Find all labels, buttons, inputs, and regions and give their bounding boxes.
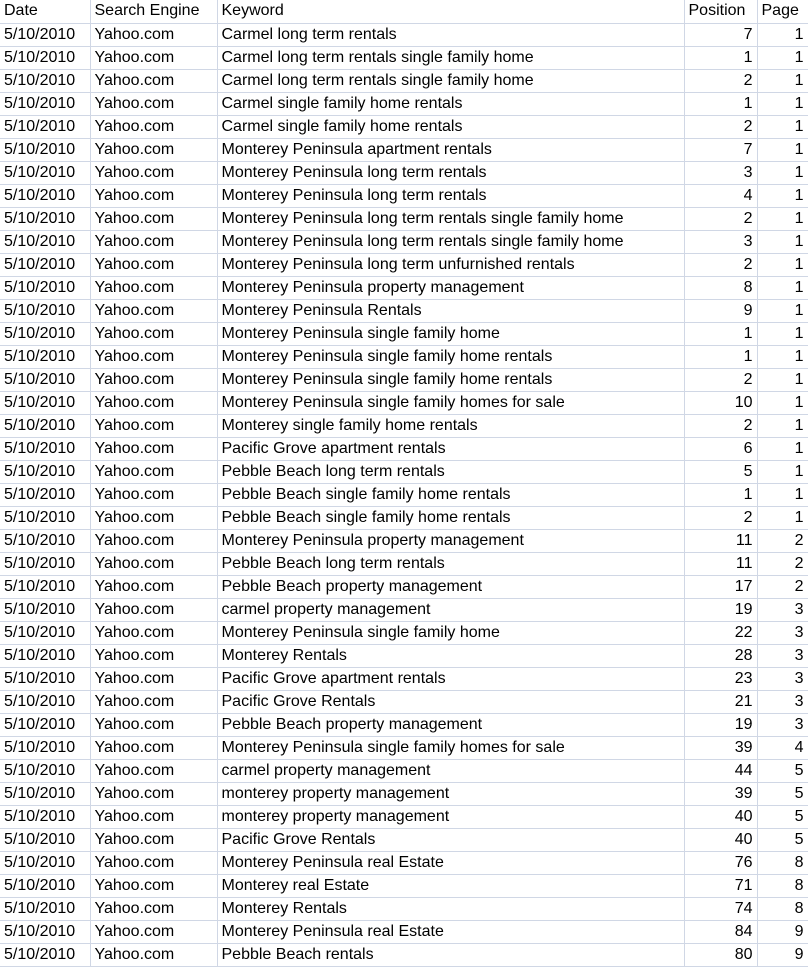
cell-search-engine[interactable]: Yahoo.com bbox=[90, 483, 217, 506]
table-row bbox=[0, 713, 808, 736]
cell-page[interactable]: 1 bbox=[757, 483, 808, 506]
cell-search-engine[interactable]: Yahoo.com bbox=[90, 897, 217, 920]
cell-date[interactable]: 5/10/2010 bbox=[0, 529, 90, 552]
cell-page[interactable]: 1 bbox=[757, 46, 808, 69]
table-row bbox=[0, 828, 808, 851]
cell-date[interactable]: 5/10/2010 bbox=[0, 483, 90, 506]
cell-date[interactable]: 5/10/2010 bbox=[0, 184, 90, 207]
cell-keyword[interactable]: Pacific Grove Rentals bbox=[217, 828, 684, 851]
cell-page[interactable]: 1 bbox=[757, 460, 808, 483]
cell-keyword[interactable]: Pacific Grove apartment rentals bbox=[217, 667, 684, 690]
cell-page[interactable]: 2 bbox=[757, 529, 808, 552]
cell-position[interactable]: 19 bbox=[684, 713, 757, 736]
cell-date[interactable]: 5/10/2010 bbox=[0, 207, 90, 230]
table-row bbox=[0, 897, 808, 920]
cell-keyword[interactable]: Monterey Peninsula real Estate bbox=[217, 920, 684, 943]
cell-position[interactable]: 44 bbox=[684, 759, 757, 782]
cell-date[interactable]: 5/10/2010 bbox=[0, 138, 90, 161]
cell-keyword[interactable]: Pebble Beach single family home rentals bbox=[217, 483, 684, 506]
table-row bbox=[0, 138, 808, 161]
table-row bbox=[0, 621, 808, 644]
cell-position[interactable]: 10 bbox=[684, 391, 757, 414]
cell-page[interactable]: 5 bbox=[757, 805, 808, 828]
table-row bbox=[0, 23, 808, 46]
table-row bbox=[0, 851, 808, 874]
cell-keyword[interactable]: Monterey Peninsula single family home rentals bbox=[217, 345, 684, 368]
table-row bbox=[0, 184, 808, 207]
cell-keyword[interactable]: carmel property management bbox=[217, 759, 684, 782]
cell-keyword[interactable]: Monterey Peninsula real Estate bbox=[217, 851, 684, 874]
cell-position[interactable]: 11 bbox=[684, 529, 757, 552]
cell-date[interactable]: 5/10/2010 bbox=[0, 115, 90, 138]
cell-date[interactable]: 5/10/2010 bbox=[0, 414, 90, 437]
cell-keyword[interactable]: Pebble Beach property management bbox=[217, 713, 684, 736]
cell-date[interactable]: 5/10/2010 bbox=[0, 322, 90, 345]
cell-page[interactable]: 5 bbox=[757, 828, 808, 851]
cell-search-engine[interactable]: Yahoo.com bbox=[90, 115, 217, 138]
cell-page[interactable]: 1 bbox=[757, 276, 808, 299]
cell-position[interactable]: 22 bbox=[684, 621, 757, 644]
cell-date[interactable]: 5/10/2010 bbox=[0, 920, 90, 943]
table-row bbox=[0, 92, 808, 115]
cell-keyword[interactable]: monterey property management bbox=[217, 805, 684, 828]
cell-date[interactable]: 5/10/2010 bbox=[0, 69, 90, 92]
cell-page[interactable]: 1 bbox=[757, 253, 808, 276]
cell-position[interactable]: 2 bbox=[684, 253, 757, 276]
cell-page[interactable]: 1 bbox=[757, 23, 808, 46]
table-body bbox=[0, 23, 808, 966]
table-row bbox=[0, 230, 808, 253]
cell-position[interactable]: 84 bbox=[684, 920, 757, 943]
cell-keyword[interactable]: Monterey Peninsula Rentals bbox=[217, 299, 684, 322]
cell-page[interactable]: 5 bbox=[757, 759, 808, 782]
cell-keyword[interactable]: Monterey single family home rentals bbox=[217, 414, 684, 437]
cell-search-engine[interactable]: Yahoo.com bbox=[90, 414, 217, 437]
cell-page[interactable]: 3 bbox=[757, 713, 808, 736]
table-row bbox=[0, 782, 808, 805]
cell-date[interactable]: 5/10/2010 bbox=[0, 782, 90, 805]
header-row bbox=[0, 0, 808, 23]
cell-keyword[interactable]: Monterey Peninsula long term rentals single family home bbox=[217, 230, 684, 253]
cell-position[interactable]: 39 bbox=[684, 782, 757, 805]
cell-keyword[interactable]: Monterey Peninsula long term unfurnished rentals bbox=[217, 253, 684, 276]
cell-position[interactable]: 74 bbox=[684, 897, 757, 920]
cell-keyword[interactable]: Pebble Beach single family home rentals bbox=[217, 506, 684, 529]
cell-search-engine[interactable]: Yahoo.com bbox=[90, 322, 217, 345]
cell-position[interactable]: 1 bbox=[684, 46, 757, 69]
cell-keyword[interactable]: Monterey Peninsula single family home bbox=[217, 322, 684, 345]
cell-keyword[interactable]: Pacific Grove Rentals bbox=[217, 690, 684, 713]
cell-search-engine[interactable]: Yahoo.com bbox=[90, 667, 217, 690]
cell-position[interactable]: 11 bbox=[684, 552, 757, 575]
cell-keyword[interactable]: Pacific Grove apartment rentals bbox=[217, 437, 684, 460]
cell-date[interactable]: 5/10/2010 bbox=[0, 276, 90, 299]
cell-keyword[interactable]: Monterey Peninsula property management bbox=[217, 529, 684, 552]
cell-date[interactable]: 5/10/2010 bbox=[0, 805, 90, 828]
cell-page[interactable]: 5 bbox=[757, 782, 808, 805]
table-row bbox=[0, 644, 808, 667]
cell-page[interactable]: 1 bbox=[757, 368, 808, 391]
cell-page[interactable]: 1 bbox=[757, 299, 808, 322]
cell-page[interactable]: 1 bbox=[757, 414, 808, 437]
cell-page[interactable]: 1 bbox=[757, 138, 808, 161]
table-row bbox=[0, 920, 808, 943]
cell-keyword[interactable]: Pebble Beach rentals bbox=[217, 943, 684, 966]
cell-keyword[interactable]: Monterey Peninsula apartment rentals bbox=[217, 138, 684, 161]
cell-date[interactable]: 5/10/2010 bbox=[0, 598, 90, 621]
cell-date[interactable]: 5/10/2010 bbox=[0, 828, 90, 851]
cell-page[interactable]: 1 bbox=[757, 345, 808, 368]
cell-keyword[interactable]: Monterey Rentals bbox=[217, 897, 684, 920]
cell-position[interactable]: 2 bbox=[684, 368, 757, 391]
cell-search-engine[interactable]: Yahoo.com bbox=[90, 805, 217, 828]
cell-date[interactable]: 5/10/2010 bbox=[0, 690, 90, 713]
cell-keyword[interactable]: Carmel long term rentals single family home bbox=[217, 46, 684, 69]
cell-date[interactable]: 5/10/2010 bbox=[0, 759, 90, 782]
cell-date[interactable]: 5/10/2010 bbox=[0, 621, 90, 644]
cell-search-engine[interactable]: Yahoo.com bbox=[90, 437, 217, 460]
table-row bbox=[0, 207, 808, 230]
table-row bbox=[0, 253, 808, 276]
cell-date[interactable]: 5/10/2010 bbox=[0, 851, 90, 874]
cell-position[interactable]: 2 bbox=[684, 506, 757, 529]
cell-search-engine[interactable]: Yahoo.com bbox=[90, 207, 217, 230]
cell-search-engine[interactable]: Yahoo.com bbox=[90, 23, 217, 46]
table-row bbox=[0, 46, 808, 69]
header-page[interactable]: Page bbox=[757, 0, 808, 23]
cell-date[interactable]: 5/10/2010 bbox=[0, 713, 90, 736]
table-row bbox=[0, 460, 808, 483]
cell-keyword[interactable]: Monterey Peninsula single family home bbox=[217, 621, 684, 644]
cell-keyword[interactable]: Carmel single family home rentals bbox=[217, 92, 684, 115]
cell-page[interactable]: 9 bbox=[757, 943, 808, 966]
cell-position[interactable]: 3 bbox=[684, 161, 757, 184]
cell-search-engine[interactable]: Yahoo.com bbox=[90, 299, 217, 322]
cell-position[interactable]: 5 bbox=[684, 460, 757, 483]
cell-keyword[interactable]: Monterey Peninsula property management bbox=[217, 276, 684, 299]
cell-date[interactable]: 5/10/2010 bbox=[0, 874, 90, 897]
cell-position[interactable]: 1 bbox=[684, 483, 757, 506]
cell-search-engine[interactable]: Yahoo.com bbox=[90, 575, 217, 598]
cell-position[interactable]: 40 bbox=[684, 805, 757, 828]
cell-keyword[interactable]: monterey property management bbox=[217, 782, 684, 805]
cell-position[interactable]: 2 bbox=[684, 207, 757, 230]
table-row bbox=[0, 667, 808, 690]
table-row bbox=[0, 874, 808, 897]
cell-date[interactable]: 5/10/2010 bbox=[0, 299, 90, 322]
table-row bbox=[0, 69, 808, 92]
cell-keyword[interactable]: Monterey Peninsula single family home rentals bbox=[217, 368, 684, 391]
cell-position[interactable]: 9 bbox=[684, 299, 757, 322]
cell-search-engine[interactable]: Yahoo.com bbox=[90, 391, 217, 414]
cell-date[interactable]: 5/10/2010 bbox=[0, 644, 90, 667]
table-row bbox=[0, 391, 808, 414]
cell-search-engine[interactable]: Yahoo.com bbox=[90, 161, 217, 184]
cell-keyword[interactable]: Monterey Peninsula single family homes for sale bbox=[217, 391, 684, 414]
cell-search-engine[interactable]: Yahoo.com bbox=[90, 345, 217, 368]
header-search-engine[interactable]: Search Engine bbox=[90, 0, 217, 23]
cell-page[interactable]: 8 bbox=[757, 897, 808, 920]
table-row bbox=[0, 736, 808, 759]
cell-position[interactable]: 17 bbox=[684, 575, 757, 598]
cell-search-engine[interactable]: Yahoo.com bbox=[90, 368, 217, 391]
cell-search-engine[interactable]: Yahoo.com bbox=[90, 759, 217, 782]
cell-position[interactable]: 7 bbox=[684, 23, 757, 46]
table-row bbox=[0, 552, 808, 575]
cell-position[interactable]: 2 bbox=[684, 414, 757, 437]
cell-keyword[interactable]: Monterey Peninsula long term rentals bbox=[217, 161, 684, 184]
table-row bbox=[0, 345, 808, 368]
cell-page[interactable]: 1 bbox=[757, 391, 808, 414]
cell-search-engine[interactable]: Yahoo.com bbox=[90, 529, 217, 552]
cell-search-engine[interactable]: Yahoo.com bbox=[90, 92, 217, 115]
cell-page[interactable]: 9 bbox=[757, 920, 808, 943]
cell-date[interactable]: 5/10/2010 bbox=[0, 230, 90, 253]
cell-search-engine[interactable]: Yahoo.com bbox=[90, 460, 217, 483]
cell-keyword[interactable]: Carmel single family home rentals bbox=[217, 115, 684, 138]
table-row bbox=[0, 575, 808, 598]
header-position[interactable]: Position bbox=[684, 0, 757, 23]
cell-position[interactable]: 2 bbox=[684, 115, 757, 138]
cell-date[interactable]: 5/10/2010 bbox=[0, 667, 90, 690]
cell-search-engine[interactable]: Yahoo.com bbox=[90, 690, 217, 713]
cell-page[interactable]: 3 bbox=[757, 690, 808, 713]
cell-page[interactable]: 2 bbox=[757, 552, 808, 575]
cell-search-engine[interactable]: Yahoo.com bbox=[90, 782, 217, 805]
table-row bbox=[0, 299, 808, 322]
cell-keyword[interactable]: Carmel long term rentals bbox=[217, 23, 684, 46]
cell-keyword[interactable]: Monterey real Estate bbox=[217, 874, 684, 897]
cell-search-engine[interactable]: Yahoo.com bbox=[90, 644, 217, 667]
cell-date[interactable]: 5/10/2010 bbox=[0, 391, 90, 414]
table-row bbox=[0, 805, 808, 828]
cell-position[interactable]: 71 bbox=[684, 874, 757, 897]
cell-search-engine[interactable]: Yahoo.com bbox=[90, 552, 217, 575]
cell-page[interactable]: 2 bbox=[757, 575, 808, 598]
cell-page[interactable]: 1 bbox=[757, 437, 808, 460]
cell-search-engine[interactable]: Yahoo.com bbox=[90, 713, 217, 736]
cell-page[interactable]: 1 bbox=[757, 92, 808, 115]
cell-page[interactable]: 1 bbox=[757, 506, 808, 529]
cell-search-engine[interactable]: Yahoo.com bbox=[90, 46, 217, 69]
cell-page[interactable]: 1 bbox=[757, 69, 808, 92]
cell-search-engine[interactable]: Yahoo.com bbox=[90, 943, 217, 966]
cell-page[interactable]: 1 bbox=[757, 230, 808, 253]
cell-position[interactable]: 76 bbox=[684, 851, 757, 874]
cell-page[interactable]: 8 bbox=[757, 874, 808, 897]
cell-page[interactable]: 1 bbox=[757, 184, 808, 207]
cell-date[interactable]: 5/10/2010 bbox=[0, 345, 90, 368]
cell-search-engine[interactable]: Yahoo.com bbox=[90, 598, 217, 621]
cell-keyword[interactable]: Monterey Rentals bbox=[217, 644, 684, 667]
cell-position[interactable]: 1 bbox=[684, 92, 757, 115]
cell-date[interactable]: 5/10/2010 bbox=[0, 943, 90, 966]
header-keyword[interactable]: Keyword bbox=[217, 0, 684, 23]
cell-date[interactable]: 5/10/2010 bbox=[0, 736, 90, 759]
cell-page[interactable]: 3 bbox=[757, 598, 808, 621]
cell-search-engine[interactable]: Yahoo.com bbox=[90, 230, 217, 253]
cell-date[interactable]: 5/10/2010 bbox=[0, 368, 90, 391]
table-row bbox=[0, 276, 808, 299]
cell-keyword[interactable]: Pebble Beach long term rentals bbox=[217, 552, 684, 575]
cell-date[interactable]: 5/10/2010 bbox=[0, 575, 90, 598]
cell-keyword[interactable]: Pebble Beach long term rentals bbox=[217, 460, 684, 483]
cell-page[interactable]: 1 bbox=[757, 115, 808, 138]
cell-position[interactable]: 6 bbox=[684, 437, 757, 460]
table-row bbox=[0, 598, 808, 621]
cell-position[interactable]: 2 bbox=[684, 69, 757, 92]
cell-keyword[interactable]: Carmel long term rentals single family home bbox=[217, 69, 684, 92]
header-date[interactable]: Date bbox=[0, 0, 90, 23]
cell-keyword[interactable]: Monterey Peninsula single family homes for sale bbox=[217, 736, 684, 759]
cell-position[interactable]: 19 bbox=[684, 598, 757, 621]
cell-page[interactable]: 8 bbox=[757, 851, 808, 874]
cell-date[interactable]: 5/10/2010 bbox=[0, 897, 90, 920]
cell-position[interactable]: 40 bbox=[684, 828, 757, 851]
cell-keyword[interactable]: Monterey Peninsula long term rentals bbox=[217, 184, 684, 207]
cell-position[interactable]: 23 bbox=[684, 667, 757, 690]
cell-date[interactable]: 5/10/2010 bbox=[0, 253, 90, 276]
table-row bbox=[0, 943, 808, 966]
table-row bbox=[0, 483, 808, 506]
cell-date[interactable]: 5/10/2010 bbox=[0, 46, 90, 69]
cell-search-engine[interactable]: Yahoo.com bbox=[90, 828, 217, 851]
cell-page[interactable]: 1 bbox=[757, 322, 808, 345]
cell-date[interactable]: 5/10/2010 bbox=[0, 506, 90, 529]
cell-search-engine[interactable]: Yahoo.com bbox=[90, 138, 217, 161]
cell-search-engine[interactable]: Yahoo.com bbox=[90, 874, 217, 897]
cell-position[interactable]: 8 bbox=[684, 276, 757, 299]
cell-position[interactable]: 1 bbox=[684, 345, 757, 368]
cell-position[interactable]: 4 bbox=[684, 184, 757, 207]
table-row bbox=[0, 115, 808, 138]
cell-page[interactable]: 3 bbox=[757, 621, 808, 644]
table-row bbox=[0, 506, 808, 529]
cell-page[interactable]: 1 bbox=[757, 207, 808, 230]
cell-position[interactable]: 3 bbox=[684, 230, 757, 253]
table-row bbox=[0, 759, 808, 782]
cell-position[interactable]: 7 bbox=[684, 138, 757, 161]
cell-keyword[interactable]: Monterey Peninsula long term rentals single family home bbox=[217, 207, 684, 230]
cell-search-engine[interactable]: Yahoo.com bbox=[90, 184, 217, 207]
table-row bbox=[0, 161, 808, 184]
table-row bbox=[0, 322, 808, 345]
cell-search-engine[interactable]: Yahoo.com bbox=[90, 736, 217, 759]
cell-search-engine[interactable]: Yahoo.com bbox=[90, 506, 217, 529]
cell-search-engine[interactable]: Yahoo.com bbox=[90, 621, 217, 644]
table-row bbox=[0, 690, 808, 713]
cell-search-engine[interactable]: Yahoo.com bbox=[90, 276, 217, 299]
cell-page[interactable]: 3 bbox=[757, 667, 808, 690]
cell-date[interactable]: 5/10/2010 bbox=[0, 161, 90, 184]
table-row bbox=[0, 414, 808, 437]
table-row bbox=[0, 368, 808, 391]
cell-position[interactable]: 21 bbox=[684, 690, 757, 713]
cell-search-engine[interactable]: Yahoo.com bbox=[90, 851, 217, 874]
cell-search-engine[interactable]: Yahoo.com bbox=[90, 69, 217, 92]
cell-date[interactable]: 5/10/2010 bbox=[0, 23, 90, 46]
cell-page[interactable]: 3 bbox=[757, 644, 808, 667]
cell-search-engine[interactable]: Yahoo.com bbox=[90, 920, 217, 943]
cell-position[interactable]: 80 bbox=[684, 943, 757, 966]
table-row bbox=[0, 437, 808, 460]
cell-page[interactable]: 4 bbox=[757, 736, 808, 759]
cell-date[interactable]: 5/10/2010 bbox=[0, 92, 90, 115]
cell-keyword[interactable]: carmel property management bbox=[217, 598, 684, 621]
cell-page[interactable]: 1 bbox=[757, 161, 808, 184]
cell-date[interactable]: 5/10/2010 bbox=[0, 460, 90, 483]
cell-position[interactable]: 28 bbox=[684, 644, 757, 667]
cell-position[interactable]: 39 bbox=[684, 736, 757, 759]
cell-position[interactable]: 1 bbox=[684, 322, 757, 345]
cell-date[interactable]: 5/10/2010 bbox=[0, 437, 90, 460]
table-row bbox=[0, 529, 808, 552]
cell-search-engine[interactable]: Yahoo.com bbox=[90, 253, 217, 276]
cell-date[interactable]: 5/10/2010 bbox=[0, 552, 90, 575]
cell-keyword[interactable]: Pebble Beach property management bbox=[217, 575, 684, 598]
